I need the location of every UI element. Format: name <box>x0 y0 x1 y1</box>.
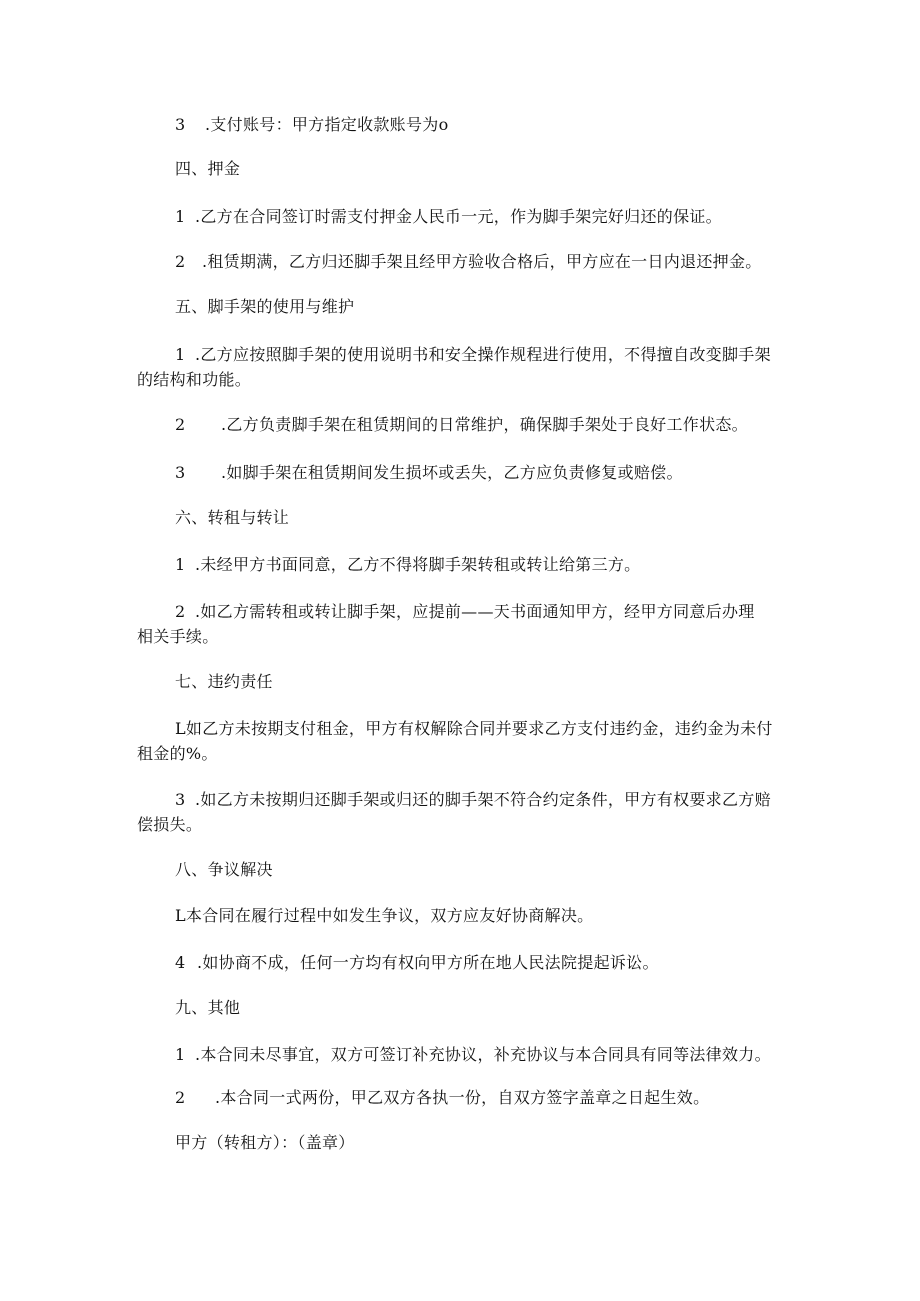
clause-number: 2 <box>175 415 186 434</box>
clause-number: 2 <box>175 602 186 621</box>
section-heading-dispute <box>175 855 273 885</box>
section-heading-text: 九、其他 <box>175 998 241 1017</box>
clause-sublease-2 <box>175 597 755 627</box>
clause-number: 1 <box>175 1045 186 1064</box>
clause-number: 3 <box>175 790 186 809</box>
section-heading-text: 八、争议解决 <box>175 860 273 879</box>
section-heading-breach <box>175 667 273 697</box>
clause-other-2 <box>175 1083 709 1113</box>
clause-text: 偿损失。 <box>137 815 203 834</box>
clause-number: 1 <box>175 345 186 364</box>
clause-usage-3 <box>175 458 683 488</box>
clause-text: .支付账号：甲方指定收款账号为o <box>205 115 449 134</box>
clause-sublease-1 <box>175 550 641 580</box>
clause-usage-1 <box>175 340 771 370</box>
clause-breach-1-continued <box>137 739 218 769</box>
clause-other-1 <box>175 1040 771 1070</box>
clause-sublease-2-continued <box>137 622 219 652</box>
signature-party-a <box>175 1128 355 1158</box>
clause-number: 2 <box>175 1088 186 1107</box>
clause-usage-2 <box>175 410 748 440</box>
clause-text: .乙方应按照脚手架的使用说明书和安全操作规程进行使用，不得擅自改变脚手架 <box>195 345 771 364</box>
signature-label: 甲方（转租方）：（盖章） <box>175 1133 355 1152</box>
clause-number: 1 <box>175 555 186 574</box>
clause-number: 3 <box>175 463 186 482</box>
clause-number: 1 <box>175 207 186 226</box>
section-heading-text: 五、脚手架的使用与维护 <box>175 297 355 316</box>
clause-text: .本合同一式两份，甲乙双方各执一份，自双方签字盖章之日起生效。 <box>215 1088 710 1107</box>
clause-text: L如乙方未按期支付租金，甲方有权解除合同并要求乙方支付违约金，违约金为未付 <box>175 719 773 738</box>
clause-text: 相关手续。 <box>137 627 219 646</box>
clause-number: 3 <box>175 115 186 134</box>
clause-text: .未经甲方书面同意，乙方不得将脚手架转租或转让给第三方。 <box>195 555 641 574</box>
section-heading-text: 七、违约责任 <box>175 672 273 691</box>
clause-breach-3 <box>175 785 771 815</box>
clause-text: 的结构和功能。 <box>137 370 252 389</box>
clause-text: .如协商不成，任何一方均有权向甲方所在地人民法院提起诉讼。 <box>197 953 659 972</box>
clause-text: .租赁期满，乙方归还脚手架且经甲方验收合格后，甲方应在一日内退还押金。 <box>202 252 762 271</box>
clause-payment-account <box>175 110 449 140</box>
clause-text: 租金的%。 <box>137 744 218 763</box>
clause-text: .如脚手架在租赁期间发生损坏或丢失，乙方应负责修复或赔偿。 <box>221 463 683 482</box>
clause-text: .乙方负责脚手架在租赁期间的日常维护，确保脚手架处于良好工作状态。 <box>221 415 748 434</box>
clause-dispute-4 <box>175 948 659 978</box>
clause-dispute-1 <box>175 901 593 931</box>
clause-text: .如乙方未按期归还脚手架或归还的脚手架不符合约定条件，甲方有权要求乙方赔 <box>195 790 771 809</box>
clause-usage-1-continued <box>137 365 251 395</box>
clause-text: .本合同未尽事宜，双方可签订补充协议，补充协议与本合同具有同等法律效力。 <box>195 1045 771 1064</box>
clause-text: .乙方在合同签订时需支付押金人民币一元，作为脚手架完好归还的保证。 <box>195 207 722 226</box>
section-heading-sublease <box>175 503 289 533</box>
section-heading-usage <box>175 292 354 322</box>
section-heading-other <box>175 993 240 1023</box>
clause-number: 4 <box>175 953 186 972</box>
clause-deposit-2 <box>175 247 762 277</box>
section-heading-deposit <box>175 154 240 184</box>
clause-text: .如乙方需转租或转让脚手架，应提前——天书面通知甲方，经甲方同意后办理 <box>195 602 755 621</box>
section-heading-text: 六、转租与转让 <box>175 508 290 527</box>
clause-number: 2 <box>175 252 186 271</box>
clause-breach-1 <box>175 714 773 744</box>
section-heading-text: 四、押金 <box>175 159 241 178</box>
clause-deposit-1 <box>175 202 722 232</box>
clause-text: L本合同在履行过程中如发生争议，双方应友好协商解决。 <box>175 906 594 925</box>
clause-breach-3-continued <box>137 810 202 840</box>
